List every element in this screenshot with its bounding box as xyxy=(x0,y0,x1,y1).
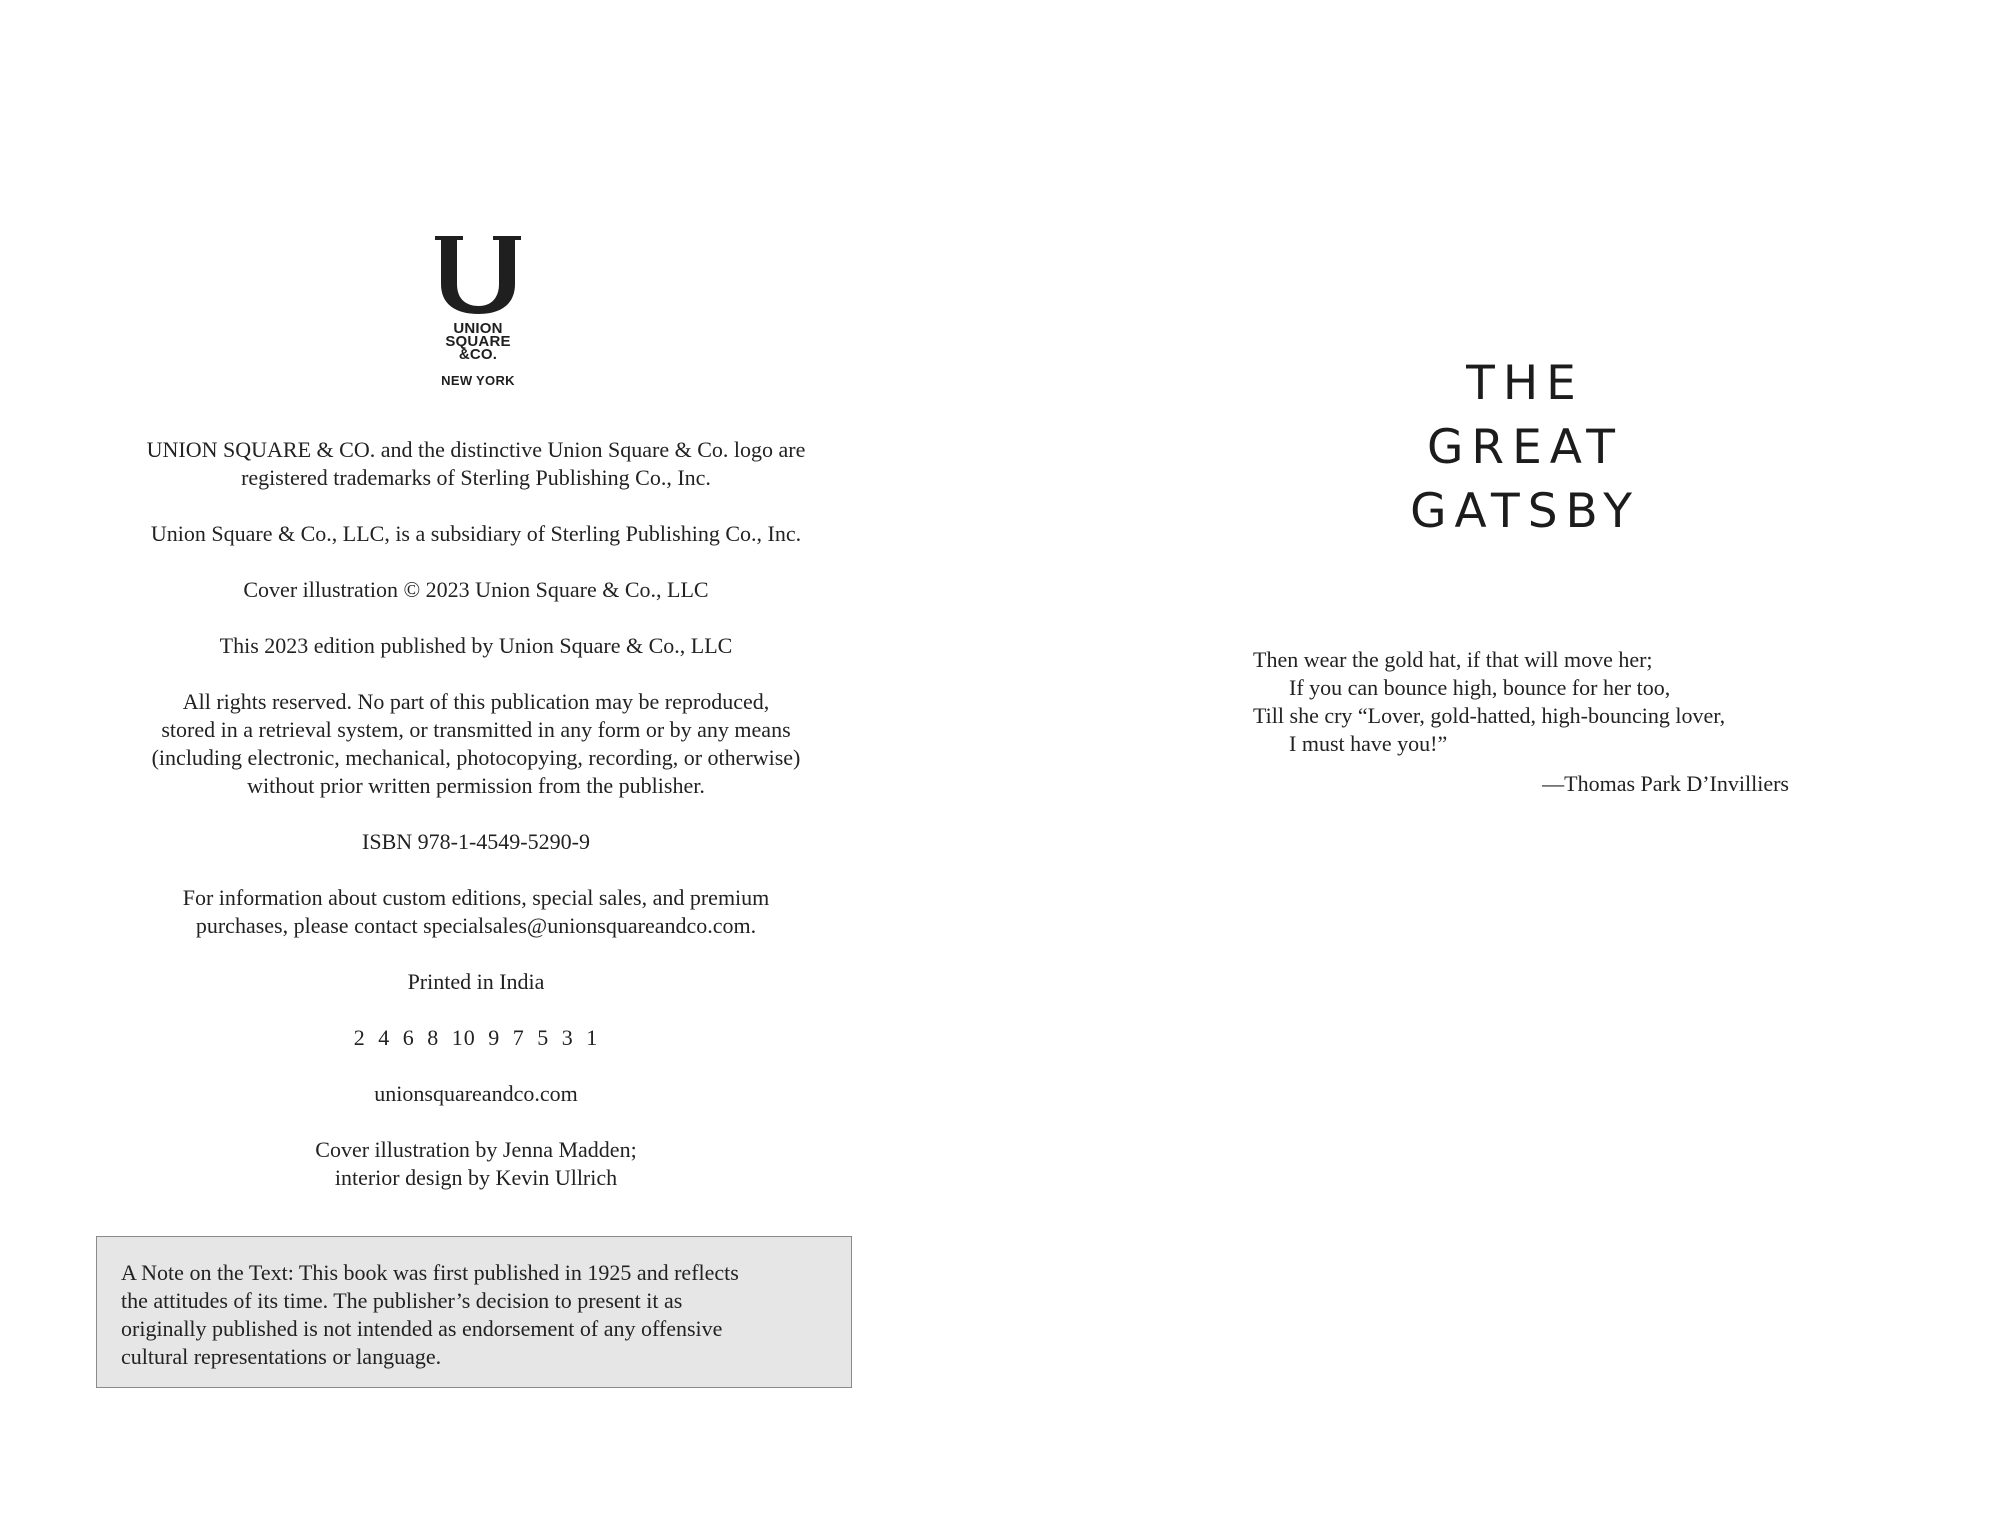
epigraph xyxy=(1253,646,1813,758)
printing-numbers: 2 4 6 8 10 9 7 5 3 1 xyxy=(353,1025,599,1050)
printed-location: Printed in India xyxy=(407,969,545,994)
note-on-text-box xyxy=(96,1236,852,1388)
title-line-the: THE xyxy=(1466,356,1584,411)
union-square-u-logo-icon xyxy=(433,234,523,314)
epigraph-line: I must have you!” xyxy=(1289,731,1448,756)
cover-copyright: Cover illustration © 2023 Union Square & Co., LLC xyxy=(243,577,709,602)
trademark-notice xyxy=(96,436,856,492)
copyright-page xyxy=(0,0,950,1524)
epigraph-line: If you can bounce high, bounce for her too, xyxy=(1289,675,1671,700)
subsidiary-notice: Union Square & Co., LLC, is a subsidiary of Sterling Publishing Co., Inc. xyxy=(150,521,802,546)
special-sales-notice xyxy=(96,884,856,940)
edition-notice: This 2023 edition published by Union Square & Co., LLC xyxy=(219,633,733,658)
rights-line: (including electronic, mechanical, photocopying, recording, or otherwise) xyxy=(151,745,801,770)
logo-line-union: UNION xyxy=(453,320,503,337)
rights-line: without prior written permission from the publisher. xyxy=(247,773,705,798)
logo-wordmark xyxy=(378,322,578,361)
publisher-website: unionsquareandco.com xyxy=(374,1081,578,1106)
trademark-line: registered trademarks of Sterling Publishing Co., Inc. xyxy=(241,465,711,490)
logo-line-square: SQUARE xyxy=(445,333,511,350)
credits-line: interior design by Kevin Ullrich xyxy=(334,1165,618,1190)
epigraph-line: Till she cry “Lover, gold-hatted, high-bouncing lover, xyxy=(1253,703,1726,728)
title-line-great: GREAT xyxy=(1427,420,1623,475)
sales-line: purchases, please contact specialsales@unionsquareandco.com. xyxy=(195,913,757,938)
epigraph-attribution: —Thomas Park D’Invilliers xyxy=(1542,771,1789,796)
trademark-line: UNION SQUARE & CO. and the distinctive Union Square & Co. logo are xyxy=(146,437,806,462)
logo-line-co: &CO. xyxy=(458,346,498,363)
design-credits xyxy=(96,1136,856,1192)
note-line: originally published is not intended as endorsement of any offensive xyxy=(121,1316,723,1341)
publisher-logo xyxy=(378,234,578,388)
rights-line: All rights reserved. No part of this publication may be reproduced, xyxy=(182,689,770,714)
title-line-gatsby: GATSBY xyxy=(1410,484,1640,539)
book-title xyxy=(1400,352,1650,544)
isbn: ISBN 978-1-4549-5290-9 xyxy=(362,829,590,854)
copyright-block xyxy=(96,436,856,1220)
note-line: A Note on the Text: This book was first published in 1925 and reflects xyxy=(121,1260,739,1285)
credits-line: Cover illustration by Jenna Madden; xyxy=(315,1137,637,1162)
logo-city: NEW YORK xyxy=(441,373,515,388)
rights-notice xyxy=(96,688,856,800)
note-line: the attitudes of its time. The publisher’s decision to present it as xyxy=(121,1288,683,1313)
title-page xyxy=(1000,0,2000,1524)
sales-line: For information about custom editions, special sales, and premium xyxy=(182,885,770,910)
epigraph-line: Then wear the gold hat, if that will move her; xyxy=(1253,647,1653,672)
rights-line: stored in a retrieval system, or transmitted in any form or by any means xyxy=(161,717,791,742)
note-line: cultural representations or language. xyxy=(121,1344,442,1369)
